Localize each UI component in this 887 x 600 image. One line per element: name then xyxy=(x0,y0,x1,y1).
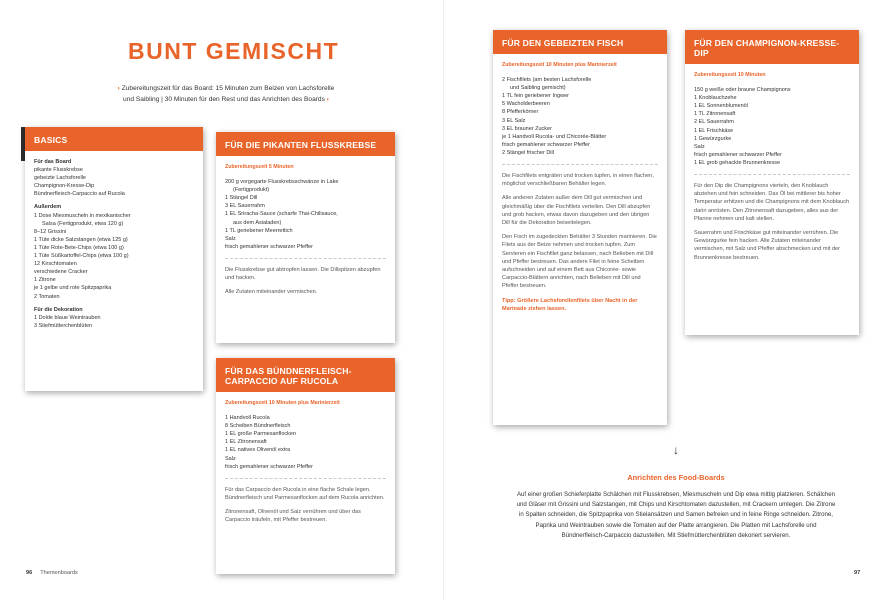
basics-item: verschiedene Cracker xyxy=(34,269,88,276)
ingredient-line: (Fertigprodukt) xyxy=(233,187,270,194)
divider xyxy=(694,174,850,175)
flusskrebse-card xyxy=(216,132,395,343)
basics-group-title: Außerdem xyxy=(34,204,62,211)
page-number-left: 96 xyxy=(26,570,33,576)
basics-group-title: Für das Board xyxy=(34,159,72,165)
intro-line-2: und Saibling | 30 Minuten für den Rest und das Anrichten des Boards xyxy=(123,95,325,103)
page-title: BUNT GEMISCHT xyxy=(128,38,340,64)
divider xyxy=(225,478,386,479)
fisch-ingredients xyxy=(502,76,658,157)
ingredient-line: 150 g weiße oder braune Champignons xyxy=(694,87,791,94)
ingredient-line: 1 EL grob gehackte Brunnenkresse xyxy=(694,159,781,166)
flusskrebse-body xyxy=(216,156,395,309)
board-heading: Anrichten des Food-Boards xyxy=(627,473,725,482)
basics-item: 1 Dolde blaue Weintrauben xyxy=(34,314,101,321)
ingredient-line: 3 EL Salz xyxy=(502,117,526,124)
carpaccio-body xyxy=(216,392,395,537)
ingredient-line: frisch gemahlener schwarzer Pfeffer xyxy=(225,243,313,250)
ingredient-line: 2 Stängel frischer Dill xyxy=(502,149,554,156)
section-name: Themenboards xyxy=(40,570,78,576)
ingredient-line: aus dem Asialaden) xyxy=(233,219,282,226)
basics-item: 1 Dose Miesmuscheln in mexikanischer xyxy=(34,212,131,219)
basics-item: 1 Tüte Rote-Bete-Chips (etwa 100 g) xyxy=(34,244,124,251)
ingredient-line: 8 Scheiben Bündnerfleisch xyxy=(225,423,291,430)
basics-item: 2 Tomaten xyxy=(34,293,60,300)
ingredient-line: und Saibling gemischt) xyxy=(510,85,566,92)
instruction-step: Den Fisch im zugedeckten Behälter 3 Stunden marinieren. Die Filets aus der Beize nehmen und trocken tupfen. Zum Servieren ein Fischfilet ganz belassen, nach Belieben mit Dill und Pfeffer bestreuen. Das andere Filet in feine Scheiben aufschneiden und auf einem Bett aus Chicorée- sowie Carpaccio-Blättern anrichten, nach Belieben mit Dill und Pfeffer bestreuen. xyxy=(502,234,657,290)
arrow-right-icon: › xyxy=(117,85,120,92)
fisch-tip: Tipp: Größere Lachsforellenfilets über Nacht in der Marinade ziehen lassen. xyxy=(502,297,638,312)
basics-item: 1 Zitrone xyxy=(34,277,56,284)
ingredient-line: 1 TL Zitronensaft xyxy=(694,111,736,118)
ingredient-line: 1 EL Sriracha-Sauce (scharfe Thai-Chilisauce, xyxy=(225,211,338,218)
instruction-step: Alle Zutaten miteinander vermischen. xyxy=(225,289,318,296)
ingredient-line: 1 EL Zitronensaft xyxy=(225,439,267,446)
ingredient-line: 1 EL Sonnenblumenöl xyxy=(694,103,748,110)
basics-card xyxy=(25,127,203,391)
instruction-step: Zitronensaft, Olivenöl und Salz verrühren und über das Carpaccio träufeln, mit Pfeffer bestreuen. xyxy=(225,509,361,524)
arrow-left-icon: ‹ xyxy=(326,95,329,103)
page-gutter xyxy=(443,0,444,600)
dip-steps xyxy=(694,182,850,262)
dip-heading: FÜR DEN CHAMPIGNON-KRESSE-DIP xyxy=(685,30,859,64)
ingredient-line: Salz xyxy=(225,455,236,462)
dip-body xyxy=(685,64,859,274)
instruction-step: Die Fischfilets entgräten und trocken tupfen, in einen flachen, möglichst verschließbaren Behälter legen. xyxy=(502,173,654,188)
ingredient-line: Salz xyxy=(694,143,705,150)
basics-item: 12 Kirschtomaten xyxy=(34,261,77,268)
ingredient-line: 5 Wacholderbeeren xyxy=(502,101,550,108)
ingredient-line: 2 Fischfilets (am besten Lachsforelle xyxy=(502,77,592,84)
basics-item: Bündnerfleisch-Carpaccio auf Rucola xyxy=(34,191,125,198)
instruction-step: Die Flusskrebse gut abtropfen lassen. Die Dillspitzen abzupfen und hacken. xyxy=(225,266,381,282)
flusskrebse-heading: FÜR DIE PIKANTEN FLUSSKREBSE xyxy=(216,132,395,156)
intro-text xyxy=(88,84,364,105)
ingredient-line: 1 Handvoll Rucola xyxy=(225,415,270,422)
basics-item: Champignon-Kresse-Dip xyxy=(34,183,95,190)
ingredient-line: 3 EL Sauerrahm xyxy=(225,203,265,210)
basics-item: Salsa (Fertigprodukt, etwa 120 g) xyxy=(42,220,124,227)
fisch-steps xyxy=(502,172,658,291)
basics-item: je 1 gelbe und rote Spitzpaprika xyxy=(34,285,112,292)
ingredient-line: frisch gemahlener schwarzer Pfeffer xyxy=(225,463,313,470)
instruction-step: Sauerrahm und Frischkäse gut miteinander verrühren. Die Gewürzgurke fein hacken. Alle Zutaten miteinander vermischen, mit Salz und Pfeffer abschmecken und mit der Brunnenkresse bestreuen. xyxy=(694,230,841,261)
fisch-card xyxy=(493,30,667,425)
ingredient-line: Salz xyxy=(225,235,236,242)
basics-heading: BASICS xyxy=(25,127,203,151)
fisch-prep-time: Zubereitungszeit 10 Minuten plus Marinierzeit xyxy=(502,62,617,68)
basics-item: gebeizte Lachsforelle xyxy=(34,175,86,182)
divider xyxy=(502,164,658,165)
divider xyxy=(225,258,386,259)
instruction-step: Alle anderen Zutaten außer dem Dill gut vermischen und gleichmäßig über die Fischfilets verteilen. Den Dill abzupfen und grob hacken, etwas davon dazugeben und den übrigen Dill für die Dekoration beiseitelegen. xyxy=(502,195,651,227)
basics-item: 8–12 Grissini xyxy=(34,228,67,235)
basics-item: 1 Tüte dicke Salzstangen (etwa 125 g) xyxy=(34,236,128,243)
ingredient-line: 8 Pfefferkörner xyxy=(502,109,539,116)
basics-item: pikante Flusskrebse xyxy=(34,167,83,174)
carpaccio-ingredients xyxy=(225,414,386,471)
ingredient-line: je 1 Handvoll Rucola- und Chicorée-Blätter xyxy=(502,133,607,140)
basics-item: 3 Stiefmütterchenblüten xyxy=(34,322,93,329)
flusskrebse-steps xyxy=(225,266,386,297)
dip-ingredients xyxy=(694,86,850,167)
basics-item: 1 Tüte Süßkartoffel-Chips (etwa 100 g) xyxy=(34,253,129,260)
fisch-body xyxy=(493,54,667,319)
dip-card xyxy=(685,30,859,335)
basics-body xyxy=(25,151,203,336)
ingredient-line: 1 Knoblauchzehe xyxy=(694,95,737,102)
ingredient-line: 1 EL Frischkäse xyxy=(694,127,734,134)
ingredient-line: frisch gemahlener schwarzer Pfeffer xyxy=(694,151,782,158)
board-text: Auf einer großen Schieferplatte Schälchen mit Flusskrebsen, Miesmuscheln und Dip etwa mittig platzieren. Schälchen und Gläser mit Grissini und Salzstangen, mit Chips und Kirschtomaten dazustellen, mit Crackern umlegen. Die Zitrone in Spalten schneiden, die Spitzpaprika von Stielansätzen und Samen befreien und in feine Ringe schneiden. Zitrone, Paprika und Weintrauben sowie die Tomaten auf der Platte arrangieren. Die Platten mit Lachsforelle und Bündnerfleisch-Carpaccio dazustellen. Mit Stiefmütterchenblüten dekoriert servieren. xyxy=(516,491,836,539)
dip-prep-time: Zubereitungszeit 10 Minuten xyxy=(694,72,766,78)
ingredient-line: 200 g vorgegarte Flusskrebsschwänze in Lake xyxy=(225,179,339,186)
ingredient-line: 1 EL natives Olivenöl extra xyxy=(225,447,291,454)
ingredient-line: 1 EL große Parmesanflocken xyxy=(225,431,297,438)
carpaccio-card xyxy=(216,358,395,574)
flusskrebse-prep-time: Zubereitungszeit 5 Minuten xyxy=(225,164,294,170)
ingredient-line: frisch gemahlener schwarzer Pfeffer xyxy=(502,141,590,148)
basics-group-title: Für die Dekoration xyxy=(34,306,83,313)
ingredient-line: 3 EL brauner Zucker xyxy=(502,125,552,132)
instruction-step: Für den Dip die Champignons vierteln, den Knoblauch abziehen und fein schneiden. Das Öl bei mittlerer bis hoher Temperatur erhitzen und die Champignons mit dem Knoblauch darin anrösten. Den Zitronensaft dazugeben, alles aus der Pfanne nehmen und kalt stellen. xyxy=(694,183,850,222)
ingredient-line: 1 TL geriebener Meerrettich xyxy=(225,227,293,234)
arrow-down-icon: ↓ xyxy=(673,443,679,457)
carpaccio-prep-time: Zubereitungszeit 10 Minuten plus Marinierzeit xyxy=(225,400,340,406)
page-number-right: 97 xyxy=(854,570,861,576)
ingredient-line: 2 EL Sauerrahm xyxy=(694,119,734,126)
ingredient-line: 1 TL fein geriebener Ingwer xyxy=(502,93,569,100)
flusskrebse-ingredients xyxy=(225,178,386,251)
intro-line-1: Zubereitungszeit für das Board: 15 Minuten zum Beizen von Lachsforelle xyxy=(121,85,335,92)
footer-left xyxy=(26,570,78,576)
fisch-heading: FÜR DEN GEBEIZTEN FISCH xyxy=(493,30,667,54)
instruction-step: Für das Carpaccio den Rucola in eine flache Schale legen. Bündnerfleisch und Parmesanflocken auf dem Rucola anrichten. xyxy=(225,486,385,501)
ingredient-line: 1 Stängel Dill xyxy=(225,195,258,202)
carpaccio-heading: FÜR DAS BÜNDNERFLEISCH-CARPACCIO AUF RUCOLA xyxy=(216,358,395,392)
carpaccio-steps xyxy=(225,486,386,525)
ingredient-line: 1 Gewürzgurke xyxy=(694,135,732,142)
